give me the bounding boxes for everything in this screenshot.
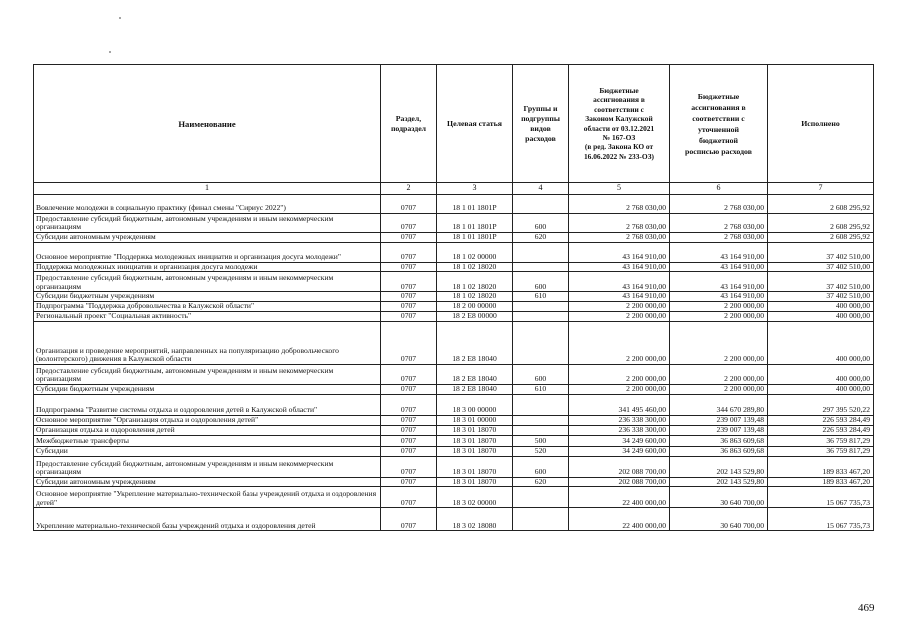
row-expense-group — [513, 242, 569, 262]
row-expense-group: 520 — [513, 446, 569, 456]
row-name: Организация и проведение мероприятий, направленных на популяризацию добровольческого (волонтерского) движения в Калужской области — [34, 321, 381, 364]
row-name: Поддержка молодежных инициатив и организация досуга молодежи — [34, 262, 381, 272]
table-header-row — [34, 65, 874, 183]
row-target-article: 18 1 01 1801Р — [437, 214, 513, 233]
row-expense-group: 600 — [513, 272, 569, 292]
column-number: 6 — [670, 183, 768, 195]
table-row — [34, 415, 874, 425]
table-row — [34, 435, 874, 446]
row-name: Субсидии — [34, 446, 381, 456]
row-name: Субсидии автономным учреждениям — [34, 477, 381, 487]
row-law-allocation: 202 088 700,00 — [569, 456, 670, 477]
row-target-article: 18 1 02 18020 — [437, 272, 513, 292]
row-section: 0707 — [381, 321, 437, 364]
header-law-line: ассигнования в — [593, 95, 645, 105]
header-refined-line: Бюджетные — [697, 91, 740, 101]
row-law-allocation: 2 200 000,00 — [569, 301, 670, 311]
table-row — [34, 214, 874, 233]
column-number: 4 — [513, 183, 569, 195]
row-section: 0707 — [381, 292, 437, 302]
row-executed: 400 000,00 — [768, 364, 874, 384]
row-target-article: 18 1 01 1801Р — [437, 195, 513, 214]
table-row — [34, 446, 874, 456]
row-target-article: 18 3 01 18070 — [437, 456, 513, 477]
row-target-article: 18 3 02 18080 — [437, 508, 513, 531]
row-law-allocation: 236 338 300,00 — [569, 425, 670, 435]
row-name: Подпрограмма "Развитие системы отдыха и оздоровления детей в Калужской области" — [34, 394, 381, 415]
row-section: 0707 — [381, 456, 437, 477]
row-executed: 226 593 284,49 — [768, 415, 874, 425]
header-refined-line: уточненной — [697, 124, 740, 134]
row-refined-allocation: 202 143 529,80 — [670, 477, 768, 487]
row-section: 0707 — [381, 508, 437, 531]
row-target-article: 18 1 02 18020 — [437, 262, 513, 272]
header-law-line: Законом Калужской — [585, 114, 653, 124]
header-law-line: № 167-ОЗ — [602, 132, 636, 142]
row-refined-allocation: 36 863 609,68 — [670, 446, 768, 456]
table-row — [34, 242, 874, 262]
row-section: 0707 — [381, 195, 437, 214]
row-refined-allocation: 202 143 529,80 — [670, 456, 768, 477]
row-executed: 400 000,00 — [768, 301, 874, 311]
row-law-allocation: 2 768 030,00 — [569, 214, 670, 233]
row-target-article: 18 3 01 18070 — [437, 477, 513, 487]
row-executed: 2 608 295,92 — [768, 233, 874, 243]
row-executed: 400 000,00 — [768, 311, 874, 321]
row-expense-group — [513, 394, 569, 415]
header-target: Целевая статья — [437, 65, 513, 183]
row-name: Организация отдыха и оздоровления детей — [34, 425, 381, 435]
row-section: 0707 — [381, 425, 437, 435]
table-row — [34, 477, 874, 487]
row-law-allocation: 202 088 700,00 — [569, 477, 670, 487]
row-target-article: 18 1 02 18020 — [437, 292, 513, 302]
header-law-allocations — [569, 65, 670, 183]
table-row — [34, 364, 874, 384]
row-law-allocation: 43 164 910,00 — [569, 262, 670, 272]
column-number: 1 — [34, 183, 381, 195]
table-row — [34, 272, 874, 292]
header-law-line: 16.06.2022 № 233-ОЗ) — [583, 151, 655, 161]
header-executed: Исполнено — [768, 65, 874, 183]
row-target-article: 18 2 E8 00000 — [437, 311, 513, 321]
header-groups: Группы и подгруппы видов расходов — [513, 65, 569, 183]
row-expense-group: 620 — [513, 233, 569, 243]
row-section: 0707 — [381, 301, 437, 311]
row-executed: 37 402 510,00 — [768, 292, 874, 302]
table-row — [34, 508, 874, 531]
row-executed: 15 067 735,73 — [768, 487, 874, 508]
row-refined-allocation: 2 768 030,00 — [670, 233, 768, 243]
row-refined-allocation: 2 768 030,00 — [670, 195, 768, 214]
row-name: Межбюджетные трансферты — [34, 435, 381, 446]
row-expense-group — [513, 425, 569, 435]
table-row — [34, 301, 874, 311]
row-expense-group — [513, 311, 569, 321]
header-refined-line: росписью расходов — [685, 146, 752, 156]
row-section: 0707 — [381, 384, 437, 394]
row-refined-allocation: 2 200 000,00 — [670, 364, 768, 384]
row-target-article: 18 2 E8 18040 — [437, 321, 513, 364]
row-target-article: 18 3 01 18070 — [437, 425, 513, 435]
row-name: Предоставление субсидий бюджетным, автономным учреждениям и иным некоммерческим организациям — [34, 364, 381, 384]
row-section: 0707 — [381, 214, 437, 233]
row-law-allocation: 22 400 000,00 — [569, 508, 670, 531]
row-law-allocation: 43 164 910,00 — [569, 272, 670, 292]
row-executed: 297 395 520,22 — [768, 394, 874, 415]
row-target-article: 18 3 01 18070 — [437, 446, 513, 456]
row-target-article: 18 3 02 00000 — [437, 487, 513, 508]
table-row — [34, 384, 874, 394]
column-number: 2 — [381, 183, 437, 195]
row-name: Основное мероприятие "Укрепление материально-технической базы учреждений отдыха и оздоровления детей" — [34, 487, 381, 508]
row-section: 0707 — [381, 272, 437, 292]
row-executed: 189 833 467,20 — [768, 477, 874, 487]
table-row — [34, 394, 874, 415]
table-row — [34, 262, 874, 272]
row-executed: 400 000,00 — [768, 384, 874, 394]
row-executed: 37 402 510,00 — [768, 272, 874, 292]
table-row — [34, 195, 874, 214]
header-refined-allocations — [670, 65, 768, 183]
table-row — [34, 311, 874, 321]
row-law-allocation: 43 164 910,00 — [569, 242, 670, 262]
row-name: Основное мероприятие "Поддержка молодежных инициатив и организация досуга молодежи" — [34, 242, 381, 262]
row-law-allocation: 2 768 030,00 — [569, 233, 670, 243]
row-refined-allocation: 30 640 700,00 — [670, 508, 768, 531]
row-expense-group: 610 — [513, 384, 569, 394]
row-refined-allocation: 2 200 000,00 — [670, 311, 768, 321]
row-law-allocation: 43 164 910,00 — [569, 292, 670, 302]
row-refined-allocation: 43 164 910,00 — [670, 272, 768, 292]
row-section: 0707 — [381, 394, 437, 415]
row-expense-group — [513, 301, 569, 311]
row-section: 0707 — [381, 415, 437, 425]
row-law-allocation: 22 400 000,00 — [569, 487, 670, 508]
row-name: Предоставление субсидий бюджетным, автономным учреждениям и иным некоммерческим организациям — [34, 214, 381, 233]
row-law-allocation: 2 200 000,00 — [569, 321, 670, 364]
row-expense-group — [513, 321, 569, 364]
row-expense-group — [513, 508, 569, 531]
row-name: Подпрограмма "Поддержка добровольчества в Калужской области" — [34, 301, 381, 311]
row-name: Предоставление субсидий бюджетным, автономным учреждениям и иным некоммерческим организациям — [34, 272, 381, 292]
table-row — [34, 487, 874, 508]
row-refined-allocation: 43 164 910,00 — [670, 242, 768, 262]
budget-table — [33, 64, 874, 531]
header-name: Наименование — [34, 65, 381, 183]
row-refined-allocation: 2 200 000,00 — [670, 301, 768, 311]
row-expense-group: 620 — [513, 477, 569, 487]
column-number: 7 — [768, 183, 874, 195]
row-expense-group — [513, 262, 569, 272]
header-refined-line: соответствии с — [692, 113, 745, 123]
row-name: Предоставление субсидий бюджетным, автономным учреждениям и иным некоммерческим организациям — [34, 456, 381, 477]
table-row — [34, 456, 874, 477]
row-section: 0707 — [381, 233, 437, 243]
row-section: 0707 — [381, 262, 437, 272]
column-number: 3 — [437, 183, 513, 195]
row-executed: 37 402 510,00 — [768, 262, 874, 272]
row-refined-allocation: 36 863 609,68 — [670, 435, 768, 446]
row-expense-group: 500 — [513, 435, 569, 446]
header-law-line: соответствии с — [594, 104, 644, 114]
row-expense-group: 600 — [513, 214, 569, 233]
row-executed: 36 759 817,29 — [768, 435, 874, 446]
row-law-allocation: 341 495 460,00 — [569, 394, 670, 415]
row-refined-allocation: 2 768 030,00 — [670, 214, 768, 233]
row-section: 0707 — [381, 311, 437, 321]
row-name: Субсидии бюджетным учреждениям — [34, 384, 381, 394]
row-executed: 2 608 295,92 — [768, 195, 874, 214]
row-executed: 36 759 817,29 — [768, 446, 874, 456]
row-law-allocation: 2 768 030,00 — [569, 195, 670, 214]
row-executed: 15 067 735,73 — [768, 508, 874, 531]
row-refined-allocation: 43 164 910,00 — [670, 292, 768, 302]
row-target-article: 18 2 E8 18040 — [437, 364, 513, 384]
row-law-allocation: 34 249 600,00 — [569, 435, 670, 446]
row-refined-allocation: 30 640 700,00 — [670, 487, 768, 508]
column-number: 5 — [569, 183, 670, 195]
page-number: 469 — [858, 602, 875, 614]
row-section: 0707 — [381, 435, 437, 446]
row-law-allocation: 2 200 000,00 — [569, 384, 670, 394]
row-section: 0707 — [381, 477, 437, 487]
scan-speck — [119, 17, 121, 19]
row-name: Региональный проект "Социальная активность" — [34, 311, 381, 321]
row-executed: 189 833 467,20 — [768, 456, 874, 477]
row-target-article: 18 3 01 18070 — [437, 435, 513, 446]
row-executed: 2 608 295,92 — [768, 214, 874, 233]
scan-speck — [109, 51, 111, 53]
row-expense-group: 600 — [513, 364, 569, 384]
row-target-article: 18 3 00 00000 — [437, 394, 513, 415]
row-refined-allocation: 239 007 139,48 — [670, 425, 768, 435]
header-refined-line: бюджетной — [698, 135, 739, 145]
row-executed: 400 000,00 — [768, 321, 874, 364]
row-expense-group — [513, 195, 569, 214]
row-executed: 37 402 510,00 — [768, 242, 874, 262]
header-section: Раздел, подраздел — [381, 65, 437, 183]
header-law-line: (в ред. Закона КО от — [584, 142, 654, 152]
row-refined-allocation: 344 670 289,80 — [670, 394, 768, 415]
row-refined-allocation: 43 164 910,00 — [670, 262, 768, 272]
header-law-line: Бюджетные — [599, 85, 639, 95]
row-expense-group — [513, 415, 569, 425]
table-row — [34, 321, 874, 364]
header-refined-line: ассигнования в — [691, 102, 746, 112]
row-section: 0707 — [381, 446, 437, 456]
row-expense-group — [513, 487, 569, 508]
row-expense-group: 610 — [513, 292, 569, 302]
row-executed: 226 593 284,49 — [768, 425, 874, 435]
row-name: Укрепление материально-технической базы учреждений отдыха и оздоровления детей — [34, 508, 381, 531]
row-refined-allocation: 239 007 139,48 — [670, 415, 768, 425]
row-refined-allocation: 2 200 000,00 — [670, 384, 768, 394]
table-row — [34, 292, 874, 302]
row-target-article: 18 2 00 00000 — [437, 301, 513, 311]
row-target-article: 18 1 02 00000 — [437, 242, 513, 262]
row-law-allocation: 236 338 300,00 — [569, 415, 670, 425]
row-name: Субсидии автономным учреждениям — [34, 233, 381, 243]
row-section: 0707 — [381, 487, 437, 508]
row-name: Субсидии бюджетным учреждениям — [34, 292, 381, 302]
row-refined-allocation: 2 200 000,00 — [670, 321, 768, 364]
table-row — [34, 425, 874, 435]
row-section: 0707 — [381, 242, 437, 262]
table-row — [34, 233, 874, 243]
header-law-line: области от 03.12.2021 — [583, 123, 655, 133]
row-section: 0707 — [381, 364, 437, 384]
row-expense-group: 600 — [513, 456, 569, 477]
row-name: Основное мероприятие "Организация отдыха и оздоровления детей" — [34, 415, 381, 425]
row-target-article: 18 3 01 00000 — [437, 415, 513, 425]
row-law-allocation: 34 249 600,00 — [569, 446, 670, 456]
row-law-allocation: 2 200 000,00 — [569, 364, 670, 384]
column-number-row — [34, 183, 874, 195]
row-law-allocation: 2 200 000,00 — [569, 311, 670, 321]
row-target-article: 18 2 E8 18040 — [437, 384, 513, 394]
row-name: Вовлечение молодежи в социальную практику (финал смены "Сириус 2022") — [34, 195, 381, 214]
row-target-article: 18 1 01 1801Р — [437, 233, 513, 243]
